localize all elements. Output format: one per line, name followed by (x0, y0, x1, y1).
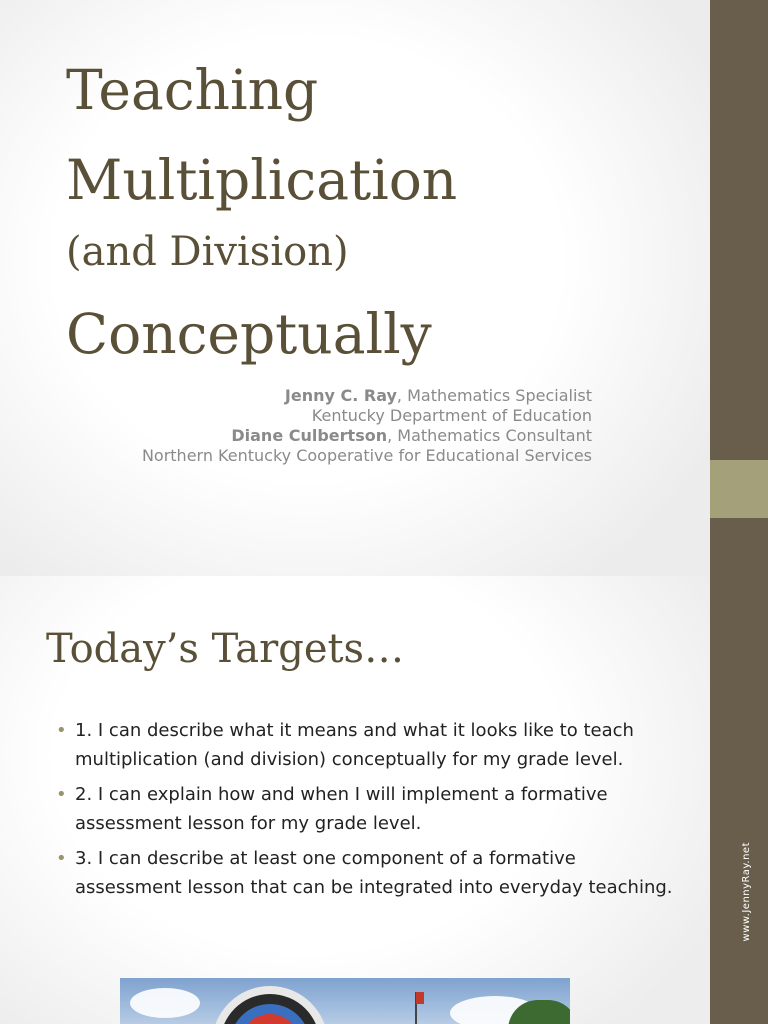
author-name-1: Jenny C. Ray (284, 386, 397, 405)
title-line-2: Multiplication (66, 148, 458, 212)
author-role-2: , Mathematics Consultant (387, 426, 592, 445)
target-item-1: • 1. I can describe what it means and what it looks like to teach multiplication (and division) conceptually for my grade level. (56, 716, 676, 774)
author-name-2: Diane Culbertson (231, 426, 388, 445)
author-org-1: Kentucky Department of Education (311, 406, 592, 425)
author-line-2 (142, 426, 592, 446)
title-line-1: Teaching (66, 58, 319, 122)
sidebar-accent-block (710, 460, 768, 518)
targets-slide (0, 576, 768, 1024)
target-item-2: • 2. I can explain how and when I will implement a formative assessment lesson for my grade level. (56, 780, 676, 838)
archery-target-photo (120, 978, 570, 1024)
targets-heading: Today’s Targets… (46, 626, 405, 672)
author-credits (142, 386, 592, 466)
cloud-shape (130, 988, 200, 1018)
title-line-4: Conceptually (66, 302, 432, 366)
target-item-3: • 3. I can describe at least one component of a formative assessment lesson that can be integrated into everyday teaching. (56, 844, 676, 902)
flag-shape (416, 992, 424, 1004)
author-line-1 (142, 386, 592, 406)
author-role-1: , Mathematics Specialist (396, 386, 592, 405)
presentation-title (66, 60, 457, 367)
targets-list (56, 716, 676, 908)
archery-target-icon (200, 982, 340, 1024)
sidebar-bar (710, 576, 768, 1024)
sidebar-url: www.JennyRay.net (741, 842, 752, 942)
title-line-3: (and Division) (66, 229, 349, 275)
author-org-2: Northern Kentucky Cooperative for Educational Services (141, 446, 592, 465)
